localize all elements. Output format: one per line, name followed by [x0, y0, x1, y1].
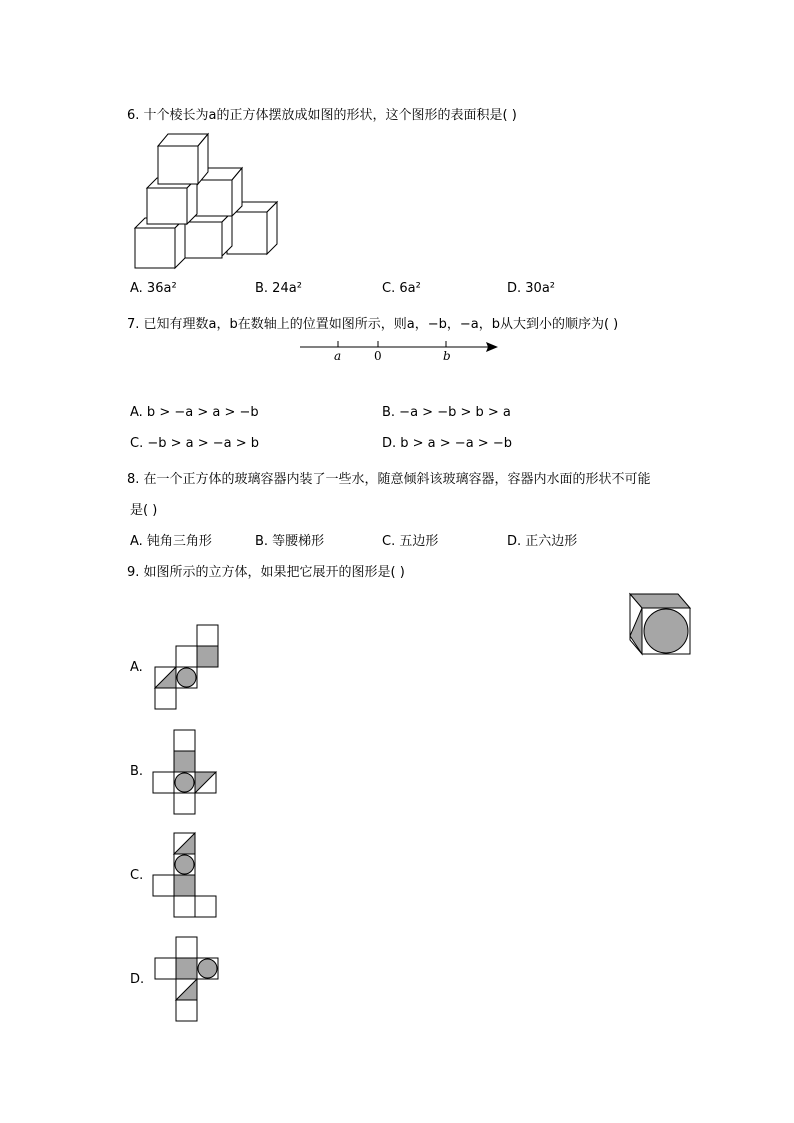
q6-cube-stack-figure — [130, 130, 280, 272]
q8-option-d: D. 正六边形 — [507, 534, 578, 549]
q8-option-a: A. 钝角三角形 — [130, 534, 212, 549]
numberline-label-zero: 0 — [374, 349, 382, 363]
question-7-text: 7. 已知有理数a，b在数轴上的位置如图所示，则a，−b，−a，b从大到小的顺序为( ) — [127, 317, 619, 332]
q6-option-b: B. 24a² — [255, 281, 302, 296]
question-9-text: 9. 如图所示的立方体，如果把它展开的图形是( ) — [127, 565, 405, 580]
numberline-label-b: b — [443, 349, 451, 363]
q9-option-d-label: D. — [130, 972, 145, 987]
q6-option-a: A. 36a² — [130, 281, 177, 296]
q9-reference-cube — [628, 592, 694, 658]
question-8-text-line2: 是( ) — [130, 503, 158, 518]
q7-option-b: B. −a > −b > b > a — [382, 405, 511, 420]
q9-option-c-net — [151, 832, 219, 920]
q6-option-d: D. 30a² — [507, 281, 555, 296]
q8-option-c: C. 五边形 — [382, 534, 439, 549]
q7-option-d: D. b > a > −a > −b — [382, 436, 512, 451]
q9-option-a-label: A. — [130, 660, 143, 675]
q9-option-c-label: C. — [130, 868, 144, 883]
numberline-label-a: a — [334, 349, 342, 363]
q9-option-d-net — [153, 936, 221, 1024]
q9-option-a-net — [153, 624, 221, 712]
q7-option-a: A. b > −a > a > −b — [130, 405, 259, 420]
question-6-text: 6. 十个棱长为a的正方体摆放成如图的形状，这个图形的表面积是( ) — [127, 108, 517, 123]
q7-number-line — [298, 337, 500, 367]
q9-option-b-net — [151, 729, 219, 817]
question-8-text-line1: 8. 在一个正方体的玻璃容器内装了一些水，随意倾斜该玻璃容器，容器内水面的形状不可能 — [127, 472, 651, 487]
q7-option-c: C. −b > a > −a > b — [130, 436, 260, 451]
q6-option-c: C. 6a² — [382, 281, 421, 296]
q8-option-b: B. 等腰梯形 — [255, 534, 325, 549]
q9-option-b-label: B. — [130, 764, 144, 779]
